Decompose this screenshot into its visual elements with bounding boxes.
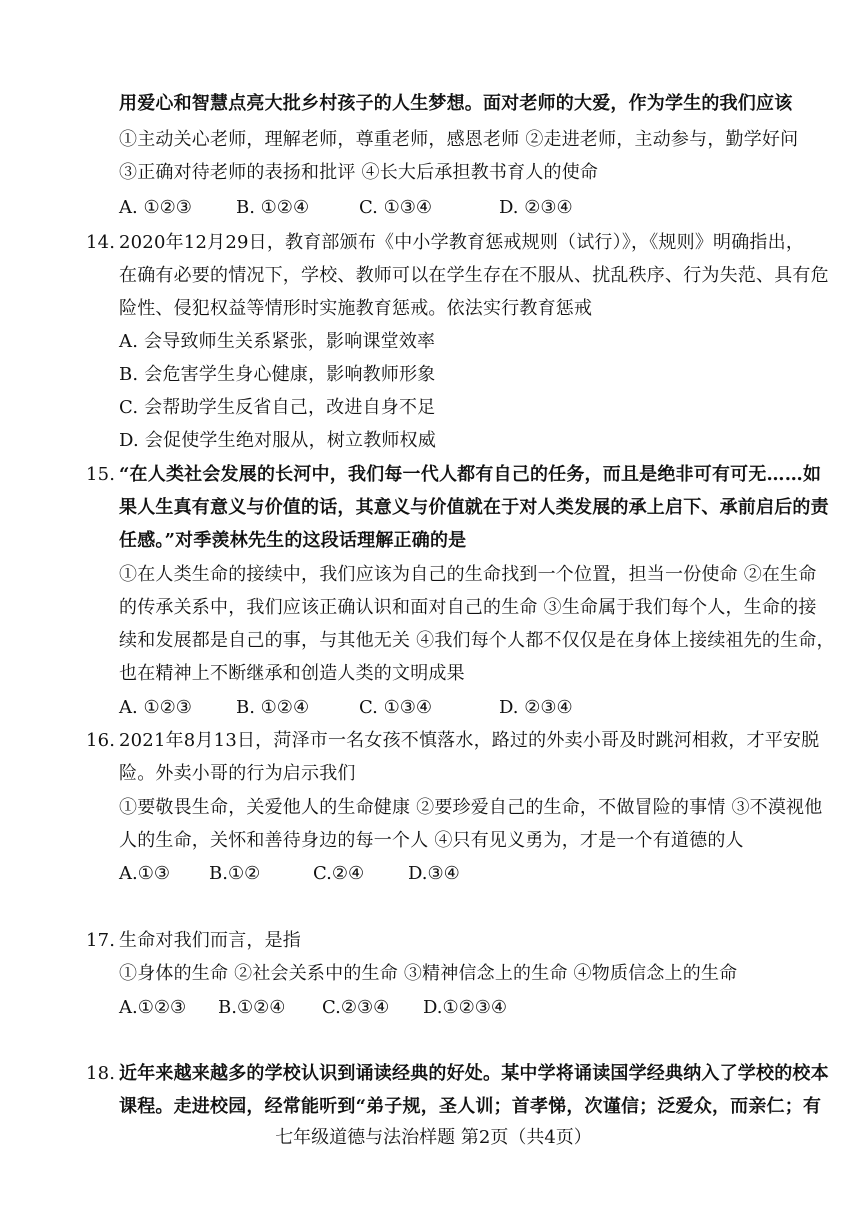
q16-line-3: ①要敬畏生命，关爱他人的生命健康 ②要珍爱自己的生命，不做冒险的事情 ③不漠视他 — [119, 797, 823, 818]
q14-line-1: 2020年12月29日，教育部颁布《中小学教育惩戒规则（试行）》，《规则》明确指出， — [119, 232, 805, 253]
q17-option-b: B.①②④ — [218, 997, 286, 1018]
q15-line-1: “在人类社会发展的长河中，我们每一代人都有自己的任务，而且是绝非可有可无……如 — [119, 464, 822, 485]
q13-line-3: ③正确对待老师的表扬和批评 ④长大后承担教书育人的使命 — [119, 162, 599, 183]
q14-option-b: B. 会危害学生身心健康，影响教师形象 — [119, 364, 436, 385]
q15-option-a: A. ①②③ — [119, 697, 192, 718]
q13-line-2: ①主动关心老师，理解老师，尊重老师，感恩老师 ②走进老师，主动参与，勤学好问 — [119, 129, 799, 150]
q18-line-1: 近年来越来越多的学校认识到诵读经典的好处。某中学将诵读国学经典纳入了学校的校本 — [119, 1063, 829, 1084]
q14-option-c: C. 会帮助学生反省自己，改进自身不足 — [119, 397, 436, 418]
q15-number: 15. — [86, 464, 116, 485]
q13-option-a: A. ①②③ — [119, 197, 192, 218]
q14-line-3: 险性、侵犯权益等情形时实施教育惩戒。依法实行教育惩戒 — [119, 298, 593, 319]
q16-number: 16. — [86, 730, 116, 751]
q15-line-2: 果人生真有意义与价值的话，其意义与价值就在于对人类发展的承上启下、承前启后的责 — [119, 497, 829, 518]
q13-option-b: B. ①②④ — [236, 197, 310, 218]
q17-line-2: ①身体的生命 ②社会关系中的生命 ③精神信念上的生命 ④物质信念上的生命 — [119, 963, 738, 984]
q17-option-d: D.①②③④ — [423, 997, 508, 1018]
q13-option-d: D. ②③④ — [499, 197, 573, 218]
q17-line-1: 生命对我们而言，是指 — [119, 930, 301, 951]
q16-option-c: C.②④ — [313, 863, 365, 884]
q14-option-a: A. 会导致师生关系紧张，影响课堂效率 — [119, 331, 436, 352]
q18-number: 18. — [86, 1063, 116, 1084]
q16-option-b: B.①② — [209, 863, 261, 884]
q16-line-4: 人的生命，关怀和善待身边的每一个人 ④只有见义勇为，才是一个有道德的人 — [119, 830, 744, 851]
q15-line-4: ①在人类生命的接续中，我们应该为自己的生命找到一个位置，担当一份使命 ②在生命 — [119, 564, 817, 585]
q14-line-2: 在确有必要的情况下，学校、教师可以在学生存在不服从、扰乱秩序、行为失范、具有危 — [119, 265, 829, 286]
q15-line-5: 的传承关系中，我们应该正确认识和面对自己的生命 ③生命属于我们每个人，生命的接 — [119, 597, 817, 618]
q17-number: 17. — [86, 930, 116, 951]
q16-line-1: 2021年8月13日，菏泽市一名女孩不慎落水，路过的外卖小哥及时跳河相救，才平安脱 — [119, 730, 820, 751]
q14-number: 14. — [86, 232, 116, 253]
q16-line-2: 险。外卖小哥的行为启示我们 — [119, 763, 356, 784]
q15-option-d: D. ②③④ — [499, 697, 573, 718]
q16-option-d: D.③④ — [408, 863, 460, 884]
page-footer: 七年级道德与法治样题 第2页（共4页） — [275, 1127, 592, 1148]
q13-option-c: C. ①③④ — [359, 197, 432, 218]
q15-line-3: 任感。”对季羡林先生的这段话理解正确的是 — [119, 530, 467, 551]
q13-line-1: 用爱心和智慧点亮大批乡村孩子的人生梦想。面对老师的大爱，作为学生的我们应该 — [119, 93, 793, 114]
q15-option-b: B. ①②④ — [236, 697, 310, 718]
q16-option-a: A.①③ — [119, 863, 170, 884]
q14-option-d: D. 会促使学生绝对服从，树立教师权威 — [119, 430, 437, 451]
q17-option-a: A.①②③ — [119, 997, 187, 1018]
q15-line-6: 续和发展都是自己的事，与其他无关 ④我们每个人都不仅仅是在身体上接续祖先的生命， — [119, 630, 835, 651]
q17-option-c: C.②③④ — [322, 997, 390, 1018]
q15-option-c: C. ①③④ — [359, 697, 432, 718]
q18-line-2: 课程。走进校园，经常能听到“弟子规，圣人训；首孝悌，次谨信；泛爱众，而亲仁；有 — [119, 1096, 822, 1117]
q15-line-7: 也在精神上不断继承和创造人类的文明成果 — [119, 663, 465, 684]
